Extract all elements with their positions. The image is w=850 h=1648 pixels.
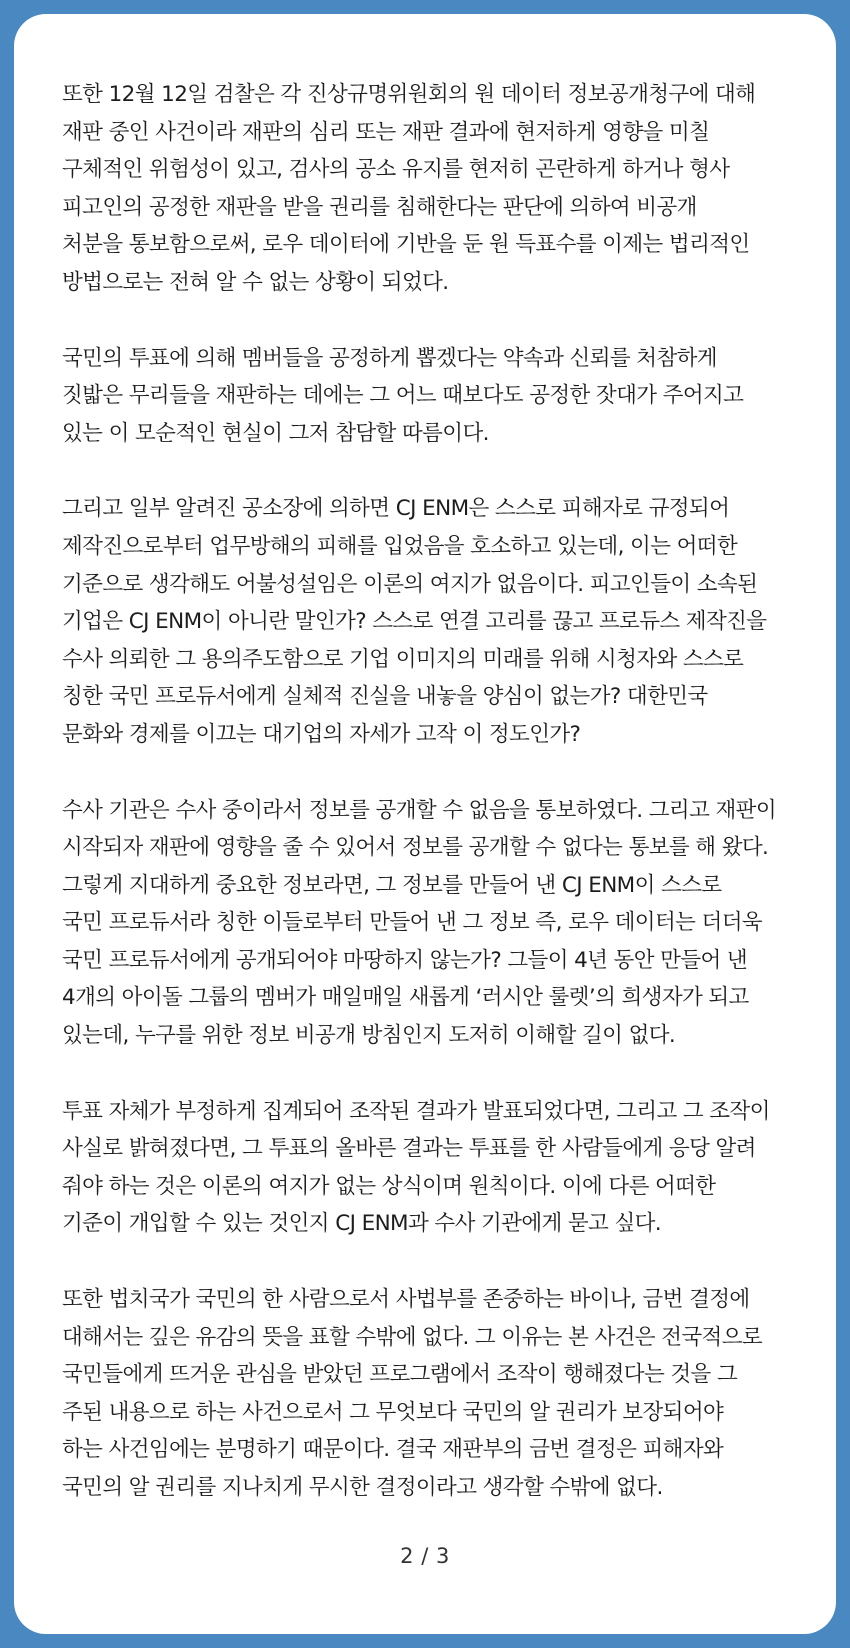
text-line: 수사 기관은 수사 중이라서 정보를 공개할 수 없음을 통보하였다. 그리고 재판이 [62, 797, 776, 823]
text-line: 방법으로는 전혀 알 수 없는 상황이 되었다. [62, 269, 449, 295]
text-line: 있는데, 누구를 위한 정보 비공개 방침인지 도저히 이해할 길이 없다. [62, 1023, 676, 1049]
text-line: 문화와 경제를 이끄는 대기업의 자세가 고작 이 정도인가? [62, 721, 581, 747]
text-line: 시작되자 재판에 영향을 줄 수 있어서 정보를 공개할 수 없다는 통보를 해 왔다. [62, 835, 769, 861]
text-line: 있는 이 모순적인 현실이 그저 참담할 따름이다. [62, 420, 489, 446]
text-line: 하는 사건임에는 분명하기 때문이다. 결국 재판부의 금번 결정은 피해자와 [62, 1437, 724, 1463]
text-line: 4개의 아이돌 그룹의 멤버가 매일매일 새롭게 ‘러시안 룰렛’의 희생자가 되고 [62, 985, 749, 1011]
text-line: 또한 12월 12일 검찰은 각 진상규명위원회의 원 데이터 정보공개청구에 대해 [62, 82, 756, 107]
text-line: 그리고 일부 알려진 공소장에 의하면 CJ ENM은 스스로 피해자로 규정되어 [62, 496, 730, 522]
text-line: 제작진으로부터 업무방해의 피해를 입었음을 호소하고 있는데, 이는 어떠한 [62, 533, 738, 559]
paragraph [62, 76, 796, 302]
paragraph [62, 1093, 796, 1243]
text-line: 국민의 투표에 의해 멤버들을 공정하게 뽑겠다는 약속과 신뢰를 처참하게 [62, 345, 717, 371]
text-line: 재판 중인 사건이라 재판의 심리 또는 재판 결과에 현저하게 영향을 미칠 [62, 119, 710, 145]
text-line: 사실로 밝혀졌다면, 그 투표의 올바른 결과는 투표를 한 사람들에게 응당 알려 [62, 1136, 756, 1162]
document-body [62, 76, 796, 1507]
paragraph [62, 490, 796, 753]
text-line: 국민 프로듀서라 칭한 이들로부터 만들어 낸 그 정보 즉, 로우 데이터는 더더욱 [62, 910, 763, 936]
text-line: 투표 자체가 부정하게 집계되어 조작된 결과가 발표되었다면, 그리고 그 조작이 [62, 1098, 770, 1124]
page-number: 2 / 3 [400, 1544, 450, 1568]
paragraph [62, 1281, 796, 1507]
text-line: 국민들에게 뜨거운 관심을 받았던 프로그램에서 조작이 행해졌다는 것을 그 [62, 1362, 738, 1388]
text-line: 또한 법치국가 국민의 한 사람으로서 사법부를 존중하는 바이나, 금번 결정에 [62, 1287, 750, 1313]
text-line: 주된 내용으로 하는 사건으로서 그 무엇보다 국민의 알 권리가 보장되어야 [62, 1399, 724, 1425]
text-line: 수사 의뢰한 그 용의주도함으로 기업 이미지의 미래를 위해 시청자와 스스로 [62, 646, 744, 672]
document-card [14, 14, 836, 1634]
text-line: 국민 프로듀서에게 공개되어야 마땅하지 않는가? 그들이 4년 동안 만들어 낸 [62, 947, 748, 973]
text-line: 그렇게 지대하게 중요한 정보라면, 그 정보를 만들어 낸 CJ ENM이 스스로 [62, 872, 722, 898]
paragraph [62, 792, 796, 1055]
text-line: 대해서는 깊은 유감의 뜻을 표할 수밖에 없다. 그 이유는 본 사건은 전국적으로 [62, 1324, 763, 1350]
text-line: 피고인의 공정한 재판을 받을 권리를 침해한다는 판단에 의하여 비공개 [62, 194, 697, 220]
text-line: 처분을 통보함으로써, 로우 데이터에 기반을 둔 원 득표수를 이제는 법리적인 [62, 232, 750, 258]
text-line: 기준으로 생각해도 어불성설임은 이론의 여지가 없음이다. 피고인들이 소속된 [62, 571, 758, 597]
text-line: 구체적인 위험성이 있고, 검사의 공소 유지를 현저히 곤란하게 하거나 형사 [62, 157, 730, 183]
paragraph [62, 340, 796, 453]
text-line: 기업은 CJ ENM이 아니란 말인가? 스스로 연결 고리를 끊고 프로듀스 제작진을 [62, 609, 767, 635]
text-line: 짓밟은 무리들을 재판하는 데에는 그 어느 때보다도 공정한 잣대가 주어지고 [62, 383, 744, 409]
text-line: 국민의 알 권리를 지나치게 무시한 결정이라고 생각할 수밖에 없다. [62, 1475, 663, 1500]
text-line: 칭한 국민 프로듀서에게 실체적 진실을 내놓을 양심이 없는가? 대한민국 [62, 684, 708, 710]
text-line: 줘야 하는 것은 이론의 여지가 없는 상식이며 원칙이다. 이에 다른 어떠한 [62, 1173, 716, 1199]
text-line: 기준이 개입할 수 있는 것인지 CJ ENM과 수사 기관에게 묻고 싶다. [62, 1211, 662, 1237]
